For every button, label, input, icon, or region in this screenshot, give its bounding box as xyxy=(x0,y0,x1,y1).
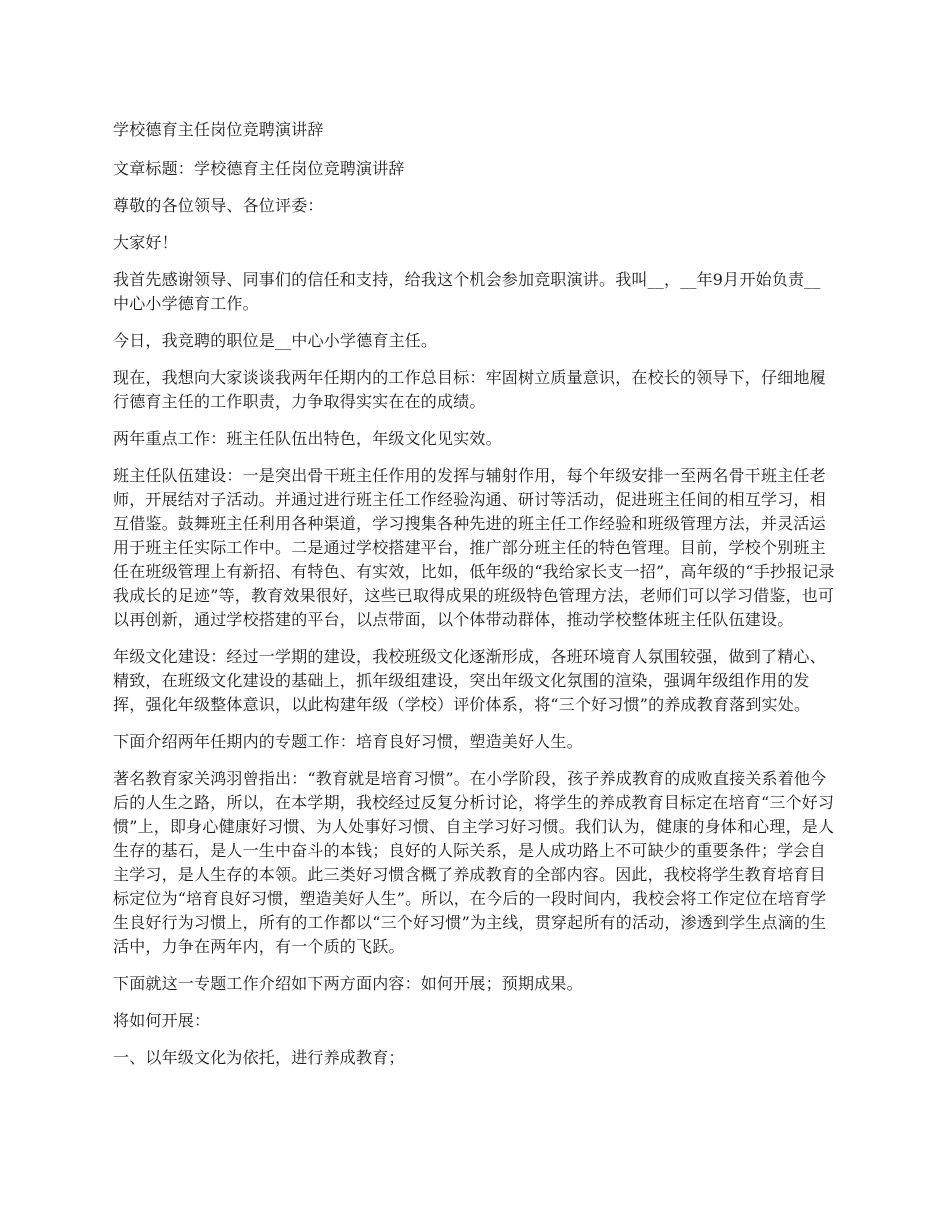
paragraph-position: 今日，我竞聘的职位是__中心小学德育主任。 xyxy=(113,331,438,350)
paragraph-overall-goal: 现在，我想向大家谈谈我两年任期内的工作总目标：牢固树立质量意识，在校长的领导下，仔细地履行德育主任的工作职责，力争取得实实在在的成绩。 xyxy=(113,368,826,411)
greeting: 大家好！ xyxy=(113,233,178,252)
paragraph-item-one: 一、以年级文化为依托，进行养成教育； xyxy=(113,1048,405,1067)
paragraph-teacher-team: 班主任队伍建设：一是突出骨干班主任作用的发挥与辅射作用，每个年级安排一至两名骨干班主任老师，开展结对子活动。并通过进行班主任工作经验沟通、研讨等活动，促进班主任间的相互学习，相互借鉴。鼓舞班主任利用各种渠道，学习搜集各种先进的班主任工作经验和班级管理方法，并灵活运用于班主任实际工作中。二是通过学校搭建平台，推广部分班主任的特色管理。目前，学校个别班主任在班级管理上有新招、有特色、有实效，比如，低年级的“我给家长支一招”，高年级的“手抄报记录我成长的足迹”等，教育效果很好，这些已取得成果的班级特色管理方法，老师们可以学习借鉴，也可以再创新，通过学校搭建的平台，以点带面，以个体带动群体，推动学校整体班主任队伍建设。 xyxy=(113,466,835,629)
salutation: 尊敬的各位领导、各位评委： xyxy=(113,196,324,215)
paragraph-key-work: 两年重点工作：班主任队伍出特色，年级文化见实效。 xyxy=(113,429,502,448)
paragraph-introduction: 我首先感谢领导、同事们的信任和支持，给我这个机会参加竞职演讲。我叫__，__年9月开始负责__中心小学德育工作。 xyxy=(113,270,821,313)
paragraph-grade-culture: 年级文化建设：经过一学期的建设，我校班级文化逐渐形成，各班环境育人氛围较强，做到了精心、精致，在班级文化建设的基础上，抓年级组建设，突出年级文化氛围的渲染，强调年级组作用的发挥，强化年级整体意识，以此构建年级（学校）评价体系，将“三个好习惯”的养成教育落到实处。 xyxy=(113,647,826,714)
paragraph-special-topic: 下面介绍两年任期内的专题工作：培育良好习惯，塑造美好人生。 xyxy=(113,732,583,751)
paragraph-habits: 著名教育家关鸿羽曾指出：“教育就是培育习惯”。在小学阶段，孩子养成教育的成败直接关系着他今后的人生之路，所以，在本学期，我校经过反复分析讨论，将学生的养成教育目标定在培育“三个好习惯”上，即身心健康好习惯、为人处事好习惯、自主学习好习惯。我们认为，健康的身体和心理，是人生存的基石，是人一生中奋斗的本钱；良好的人际关系，是人成功路上不可缺少的重要条件；学会自主学习，是人生存的本领。此三类好习惯含概了养成教育的全部内容。因此，我校将学生教育培育目标定位为“培育良好习惯，塑造美好人生”。所以，在今后的一段时间内，我校会将工作定位在培育学生良好行为习惯上，所有的工作都以“三个好习惯”为主线，贯穿起所有的活动，渗透到学生点滴的生活中，力争在两年内，有一个质的飞跃。 xyxy=(113,769,835,956)
paragraph-two-aspects: 下面就这一专题工作介绍如下两方面内容：如何开展；预期成果。 xyxy=(113,974,583,993)
document-body xyxy=(113,118,835,1083)
document-title: 学校德育主任岗位竞聘演讲辞 xyxy=(113,120,324,139)
paragraph-how-to: 将如何开展： xyxy=(113,1011,211,1030)
article-title-line: 文章标题：学校德育主任岗位竞聘演讲辞 xyxy=(113,159,405,178)
